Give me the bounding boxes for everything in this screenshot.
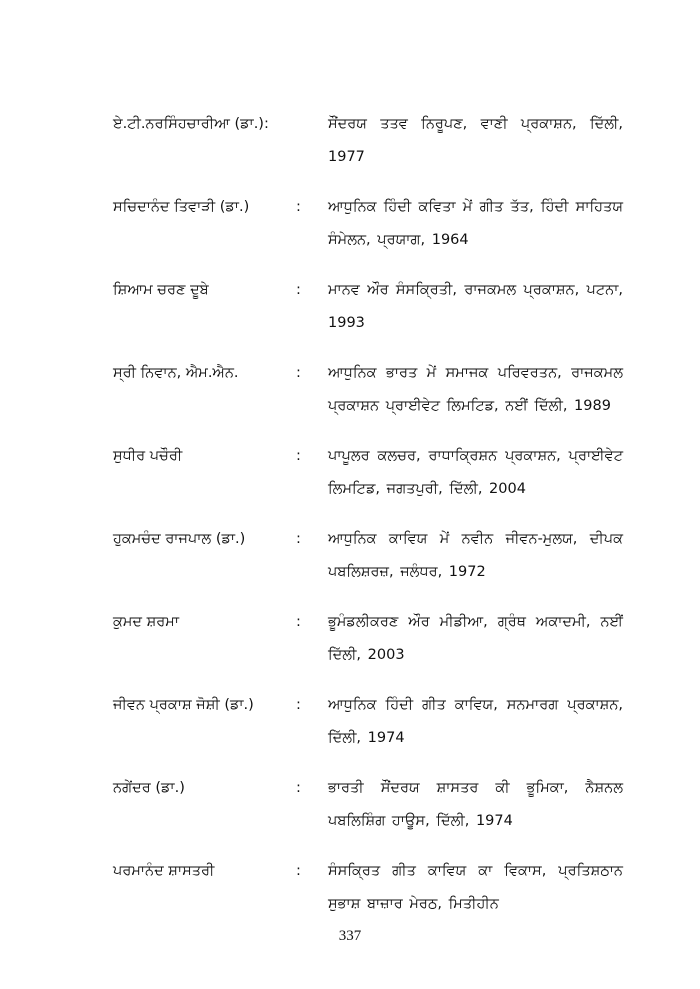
entry-reference: ਸੌਂਦਰਯ ਤਤਵ ਨਿਰੂਪਣ, ਵਾਣੀ ਪ੍ਰਕਾਸ਼ਨ, ਦਿੱਲੀ, 1977 (328, 116, 623, 165)
entry-reference: ਆਧੁਨਿਕ ਕਾਵਿਯ ਮੇਂ ਨਵੀਨ ਜੀਵਨ-ਮੁਲਯ, ਦੀਪਕ ਪਬਲਿਸ਼ਰਜ਼, ਜਲੰਧਰ, 1972 (328, 531, 623, 580)
entry-reference: ਭੂਮੰਡਲੀਕਰਣ ਔਰ ਮੀਡੀਆ, ਗ੍ਰੰਥ ਅਕਾਦਮੀ, ਨਈਂ ਦਿੱਲੀ, 2003 (328, 614, 623, 663)
entry-reference: ਆਧੁਨਿਕ ਭਾਰਤ ਮੇਂ ਸਮਾਜਕ ਪਰਿਵਰਤਨ, ਰਾਜਕਮਲ ਪ੍ਰਕਾਸ਼ਨ ਪ੍ਰਾਈਵੇਟ ਲਿਮਟਿਡ, ਨਈਂ ਦਿੱਲੀ, 1989 (328, 365, 623, 414)
entry-separator: : (296, 780, 301, 796)
bibliography-entry (113, 274, 623, 340)
entry-reference: ਭਾਰਤੀ ਸੌਂਦਰਯ ਸ਼ਾਸਤਰ ਕੀ ਭੂਮਿਕਾ, ਨੈਸ਼ਨਲ ਪਬਲਿਸ਼ਿੰਗ ਹਾਊਸ, ਦਿੱਲੀ, 1974 (328, 780, 623, 829)
entry-separator: : (296, 199, 301, 215)
entry-separator: : (296, 863, 301, 879)
entry-author: ਏ.ਟੀ.ਨਰਸਿੰਹਚਾਰੀਆ (ਡਾ.): (113, 116, 269, 132)
bibliography-list (113, 108, 623, 938)
entry-author: ਨਗੇਂਦਰ (ਡਾ.) (113, 780, 185, 796)
bibliography-entry (113, 772, 623, 838)
bibliography-entry (113, 108, 623, 174)
entry-separator: : (296, 697, 301, 713)
page-number: 337 (338, 928, 362, 944)
entry-reference: ਆਧੁਨਿਕ ਹਿੰਦੀ ਕਵਿਤਾ ਮੇਂ ਗੀਤ ਤੱਤ, ਹਿੰਦੀ ਸਾਹਿਤਯ ਸੰਮੇਲਨ, ਪ੍ਰਯਾਗ, 1964 (328, 199, 623, 248)
entry-author: ਸੁਧੀਰ ਪਚੌਰੀ (113, 448, 183, 464)
bibliography-entry (113, 357, 623, 423)
entry-separator: : (296, 365, 301, 381)
entry-author: ਹੁਕਮਚੰਦ ਰਾਜਪਾਲ (ਡਾ.) (113, 531, 246, 547)
bibliography-entry (113, 523, 623, 589)
bibliography-entry (113, 191, 623, 257)
bibliography-entry (113, 440, 623, 506)
bibliography-entry (113, 606, 623, 672)
entry-author: ਸ਼ਿਆਮ ਚਰਣ ਦੂਬੇ (113, 282, 209, 298)
entry-author: ਸਚਿਦਾਨੰਦ ਤਿਵਾੜੀ (ਡਾ.) (113, 199, 250, 215)
bibliography-entry (113, 689, 623, 755)
entry-author: ਸ੍ਰੀ ਨਿਵਾਨ, ਐਮ.ਐਨ. (113, 365, 239, 381)
entry-reference: ਮਾਨਵ ਔਰ ਸੰਸਕ੍ਰਿਤੀ, ਰਾਜਕਮਲ ਪ੍ਰਕਾਸ਼ਨ, ਪਟਨਾ, 1993 (328, 282, 623, 331)
entry-reference: ਸੰਸਕ੍ਰਿਤ ਗੀਤ ਕਾਵਿਯ ਕਾ ਵਿਕਾਸ, ਪ੍ਰਤਿਸ਼ਠਾਨ ਸੁਭਾਸ਼ ਬਾਜ਼ਾਰ ਮੇਰਠ, ਮਿਤੀਹੀਨ (328, 863, 623, 912)
entry-author: ਪਰਮਾਨੰਦ ਸ਼ਾਸਤਰੀ (113, 863, 215, 879)
bibliography-entry (113, 855, 623, 921)
entry-separator: : (296, 282, 301, 298)
entry-separator: : (296, 531, 301, 547)
entry-separator: : (296, 614, 301, 630)
entry-author: ਜੀਵਨ ਪ੍ਰਕਾਸ਼ ਜੋਸ਼ੀ (ਡਾ.) (113, 697, 254, 713)
entry-author: ਕੁਮਦ ਸ਼ਰਮਾ (113, 614, 179, 630)
entry-reference: ਪਾਪੂਲਰ ਕਲਚਰ, ਰਾਧਾਕ੍ਰਿਸ਼ਨ ਪ੍ਰਕਾਸ਼ਨ, ਪ੍ਰਾਈਵੇਟ ਲਿਮਟਿਡ, ਜਗਤਪੁਰੀ, ਦਿੱਲੀ, 2004 (328, 448, 623, 497)
entry-reference: ਆਧੁਨਿਕ ਹਿੰਦੀ ਗੀਤ ਕਾਵਿਯ, ਸਨਮਾਰਗ ਪ੍ਰਕਾਸ਼ਨ, ਦਿੱਲੀ, 1974 (328, 697, 623, 746)
entry-separator: : (296, 448, 301, 464)
